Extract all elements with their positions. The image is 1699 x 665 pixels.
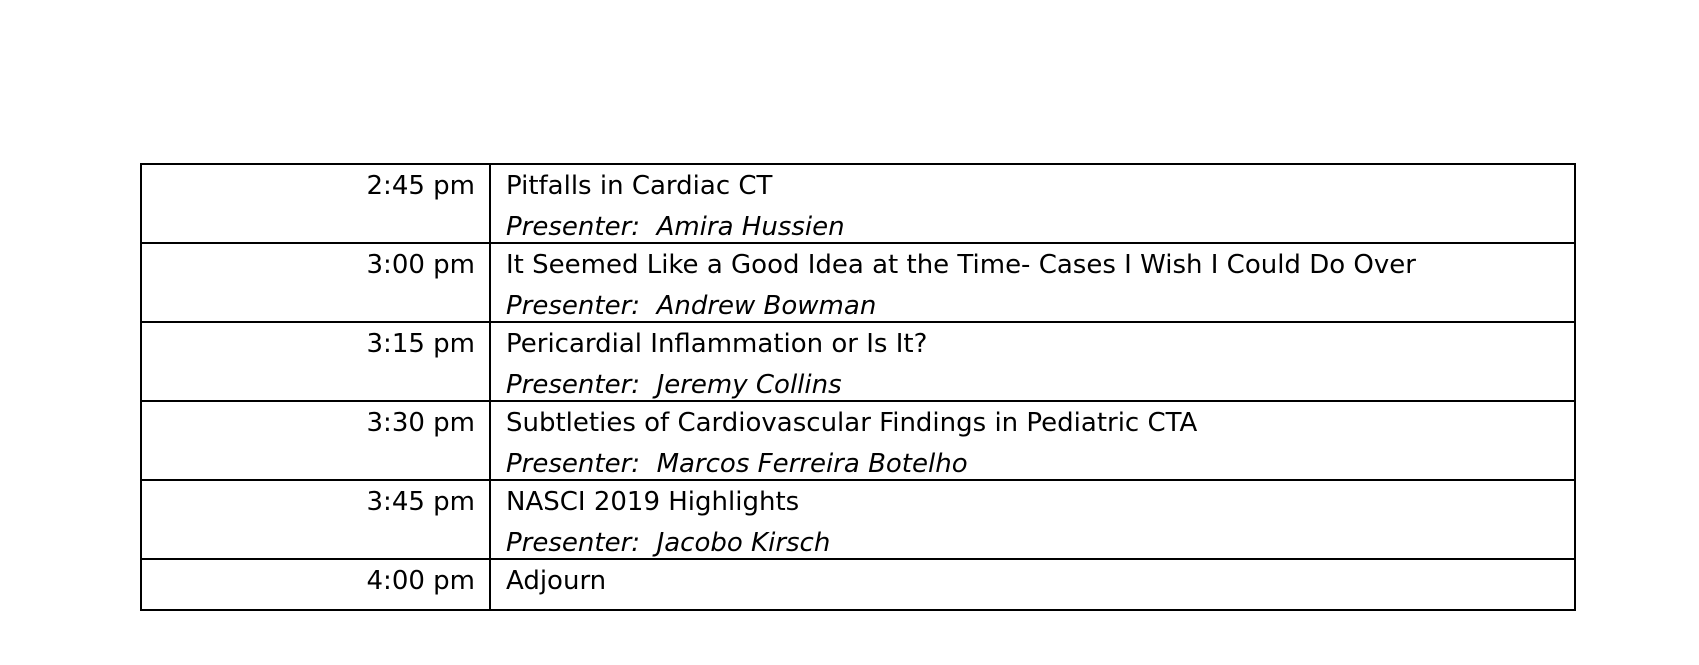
presenter-line (506, 451, 1574, 477)
session-title: It Seemed Like a Good Idea at the Time- Cases I Wish I Could Do Over (506, 250, 1416, 280)
session-title: Pericardial Inflammation or Is It? (506, 329, 928, 359)
agenda-row (141, 322, 1575, 401)
presenter-label: Presenter: (506, 212, 657, 242)
session-cell (490, 480, 1575, 559)
presenter-name: Marcos Ferreira Botelho (656, 449, 968, 479)
session-title: Pitfalls in Cardiac CT (506, 171, 773, 201)
presenter-line (506, 530, 1574, 556)
session-time: 3:15 pm (366, 329, 475, 359)
session-time: 2:45 pm (366, 171, 475, 201)
session-cell (490, 401, 1575, 480)
session-cell (490, 243, 1575, 322)
presenter-line (506, 293, 1574, 319)
time-cell (141, 322, 490, 401)
time-cell (141, 559, 490, 610)
presenter-name: Amira Hussien (656, 212, 845, 242)
session-title: Adjourn (506, 566, 607, 596)
presenter-line (506, 214, 1574, 240)
time-cell (141, 243, 490, 322)
session-cell (490, 164, 1575, 243)
agenda-row (141, 164, 1575, 243)
session-title: NASCI 2019 Highlights (506, 487, 800, 517)
presenter-label: Presenter: (506, 528, 657, 558)
time-cell (141, 401, 490, 480)
presenter-line (506, 372, 1574, 398)
session-title: Subtleties of Cardiovascular Findings in Pediatric CTA (506, 408, 1198, 438)
session-time: 3:00 pm (366, 250, 475, 280)
session-cell (490, 322, 1575, 401)
presenter-name: Andrew Bowman (656, 291, 877, 321)
agenda-row (141, 401, 1575, 480)
session-time: 3:45 pm (366, 487, 475, 517)
agenda-row (141, 243, 1575, 322)
agenda-table (140, 163, 1576, 611)
presenter-label: Presenter: (506, 291, 657, 321)
presenter-label: Presenter: (506, 370, 657, 400)
agenda-row (141, 480, 1575, 559)
session-cell (490, 559, 1575, 610)
time-cell (141, 480, 490, 559)
presenter-name: Jacobo Kirsch (656, 528, 831, 558)
presenter-name: Jeremy Collins (656, 370, 842, 400)
session-time: 3:30 pm (366, 408, 475, 438)
time-cell (141, 164, 490, 243)
agenda-row (141, 559, 1575, 610)
presenter-label: Presenter: (506, 449, 657, 479)
session-time: 4:00 pm (366, 566, 475, 596)
